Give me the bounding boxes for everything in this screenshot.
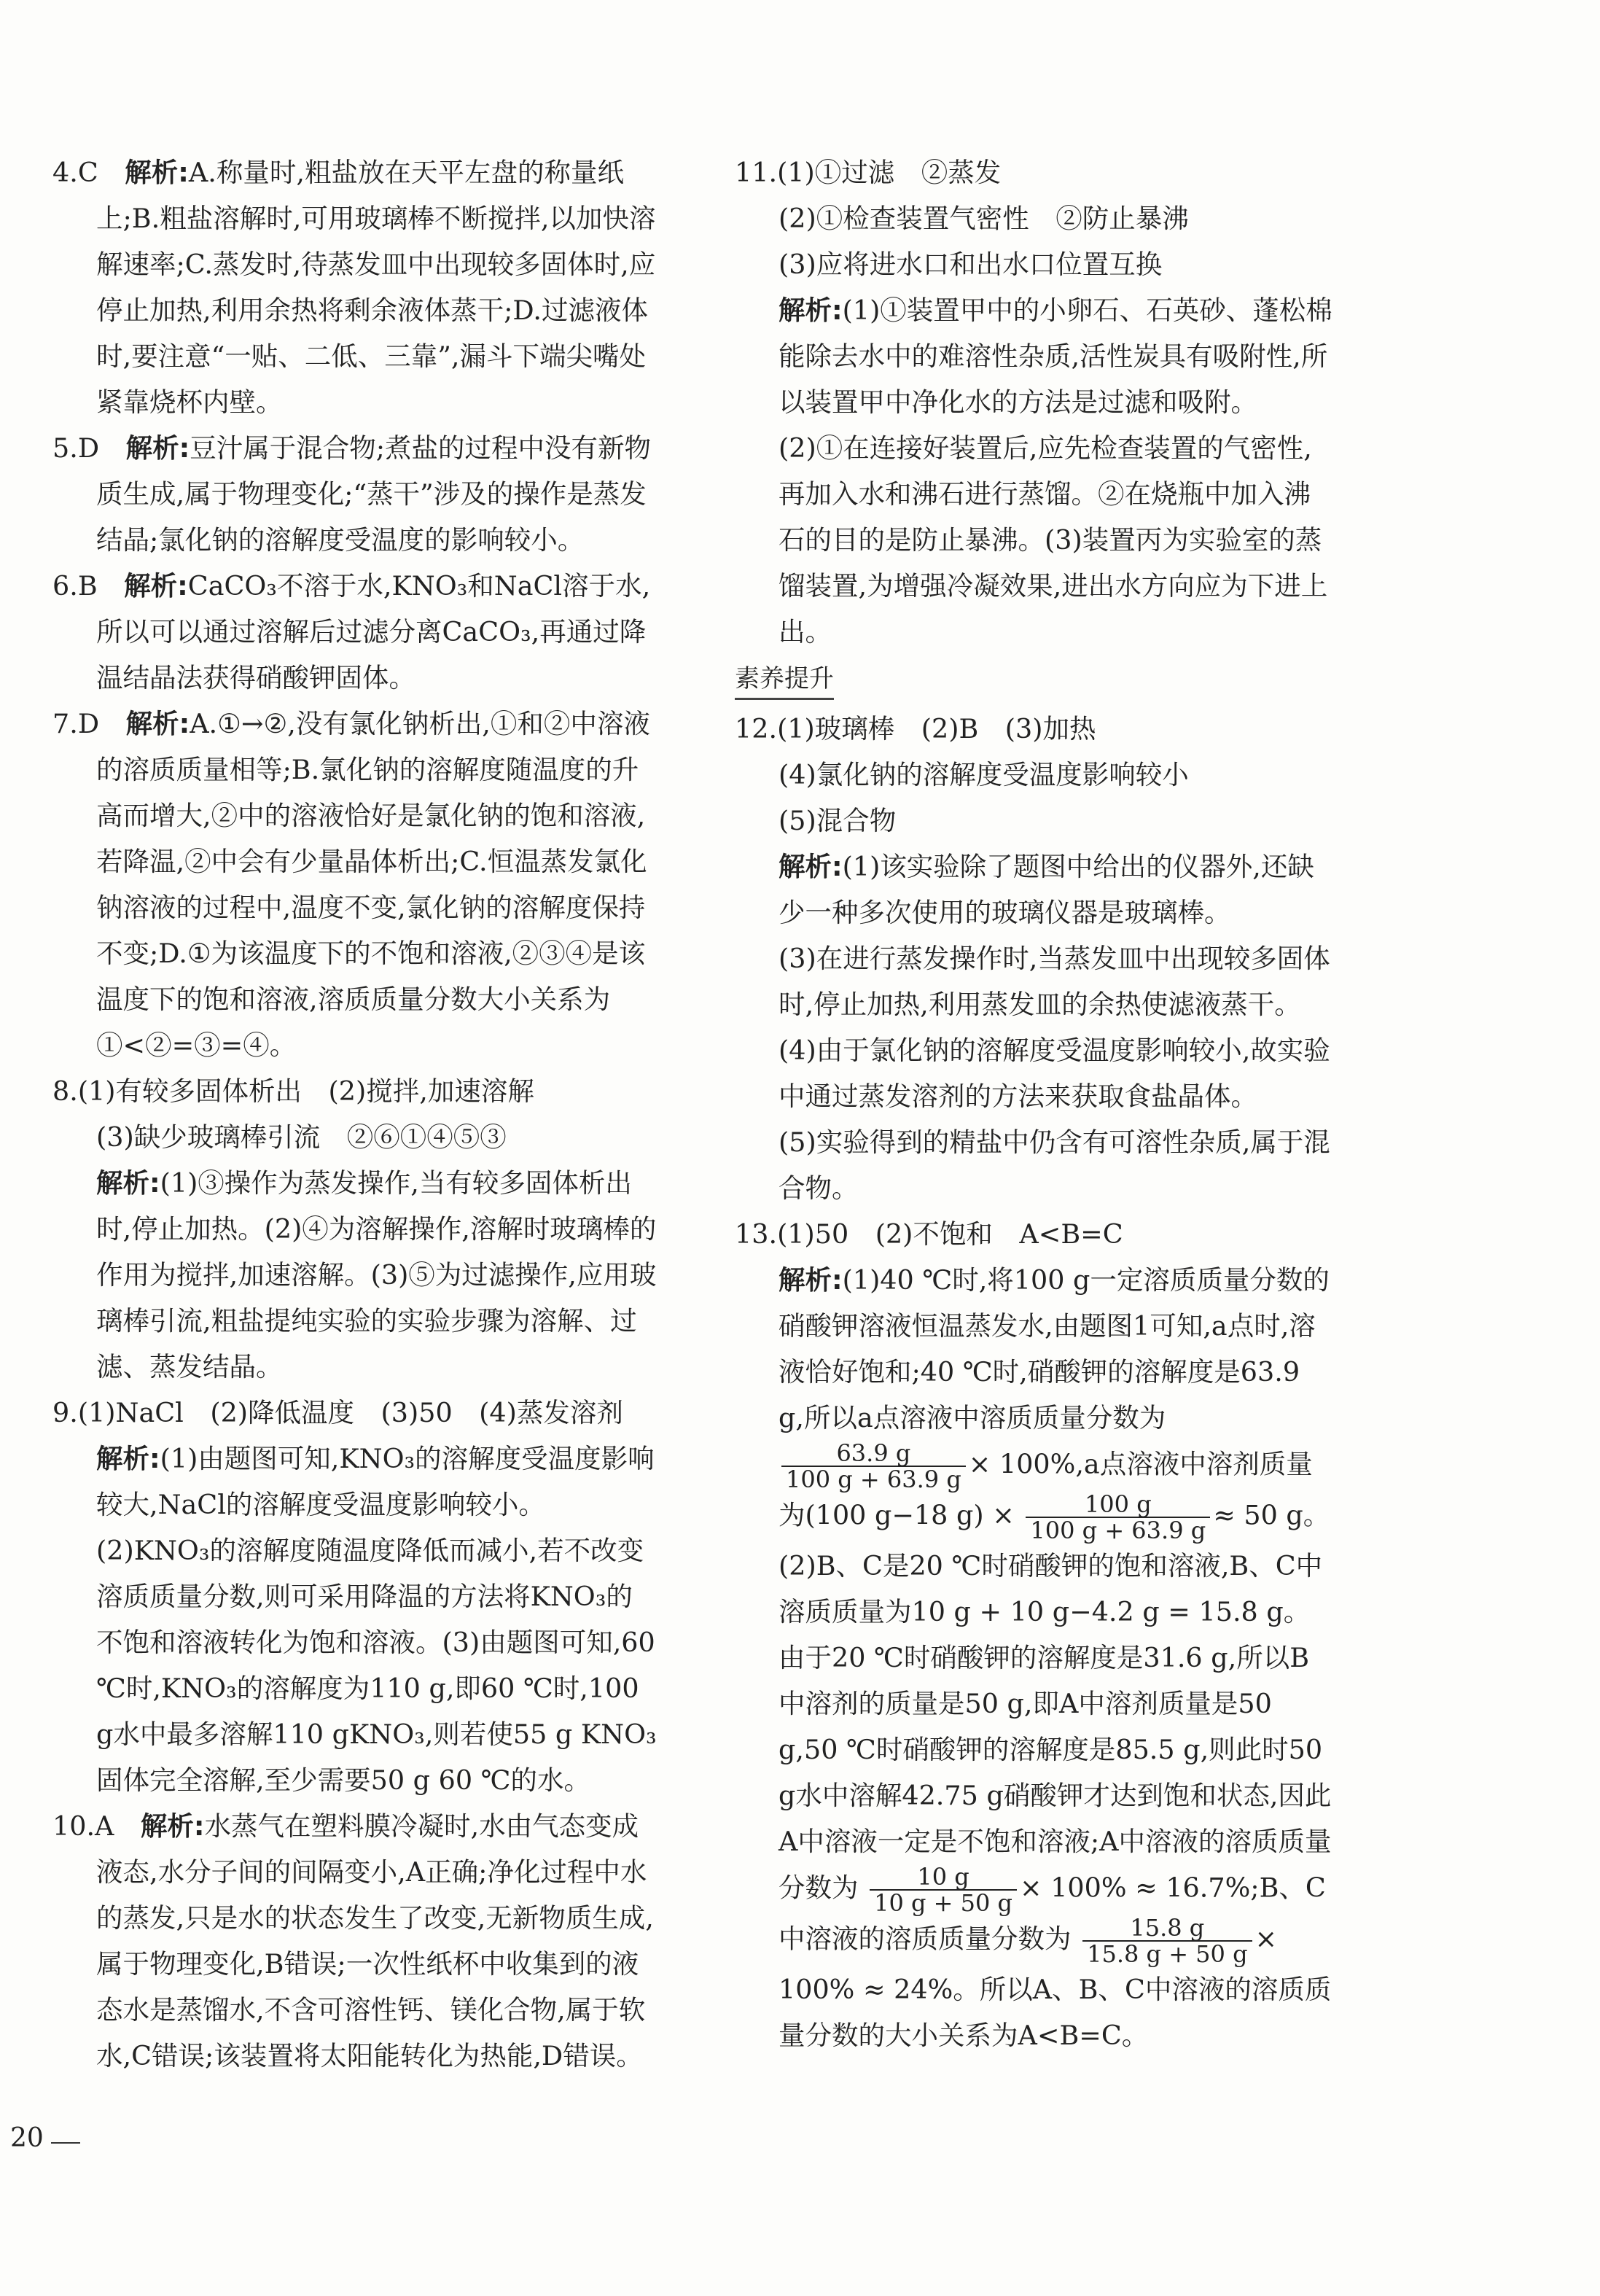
right-column [735,149,1332,2058]
answer-4: 4.C 解析:A.称量时,粗盐放在天平左盘的称量纸上;B.粗盐溶解时,可用玻璃棒不断搅拌,以加快溶解速率;C.蒸发时,待蒸发皿中出现较多固体时,应停止加热,利用余热将剩余液体蒸干;D.过滤液体时,要注意“一贴、二低、三靠”,漏斗下端尖嘴处紧靠烧杯内壁。 [52,157,656,418]
section-heading: 素养提升 [735,660,834,700]
answer-13: 13.(1)50 (2)不饱和 A<B=C 解析:(1)40 ℃时,将100 g一定溶质质量分数的硝酸钾溶液恒温蒸发水,由题图1可知,a点时,溶液恰好饱和;40 ℃时,硝酸钾的溶解度是63.9 g,所以a点溶液中溶质质量分数为 $\frac{63.9 g}{100 g + 63.9 g}$ × 100%,a点溶液中溶剂质量为(100 g−18 g) × $\frac{100 g}{100 g + 63.9 g}$ ≈ 50 g。(2)B、C是20 ℃时硝酸钾的饱和溶液,B、C中溶质质量为10 g + 10 g−4.2 g = 15.8 g。由于20 ℃时硝酸钾的溶解度是31.6 g,所以B中溶剂的质量是50 g,即A中溶剂质量是50 g,50 ℃时硝酸钾的溶解度是85.5 g,则此时50 g水中溶解42.75 g硝酸钾才达到饱和状态,因此A中溶液一定是不饱和溶液;A中溶液的溶质质量分数为 $\frac{10 g}{10 g + 50 g}$ × 100% ≈ 16.7%;B、C中溶液的溶质质量分数为 $\frac{15.8 g}{15.8 g + 50 g}$ × 100% ≈ 24%。所以A、B、C中溶液的溶质质量分数的大小关系为A<B=C。 [735,1218,1332,2051]
answer-12: 12.(1)玻璃棒 (2)B (3)加热 (4)氯化钠的溶解度受温度影响较小 (5)混合物 解析:(1)该实验除了题图中给出的仪器外,还缺少一种多次使用的玻璃仪器是玻璃棒。 (3)在进行蒸发操作时,当蒸发皿中出现较多固体时,停止加热,利用蒸发皿的余热使滤液蒸干。 (4)由于氯化钠的溶解度受温度影响较小,故实验中通过蒸发溶剂的方法来获取食盐晶体。 (5)实验得到的精盐中仍含有可溶性杂质,属于混合物。 [735,713,1330,1204]
answer-9: 9.(1)NaCl (2)降低温度 (3)50 (4)蒸发溶剂 解析:(1)由题图可知,KNO₃的溶解度受温度影响较大,NaCl的溶解度受温度影响较小。(2)KNO₃的溶解度随温度降低而减小,若不改变溶质质量分数,则可采用降温的方法将KNO₃的不饱和溶液转化为饱和溶液。(3)由题图可知,60 ℃时,KNO₃的溶解度为110 g,即60 ℃时,100 g水中最多溶解110 gKNO₃,则若使55 g KNO₃固体完全溶解,至少需要50 g 60 ℃的水。 [52,1397,657,1796]
page-number: 20 [10,2123,44,2153]
fraction: $\frac{15.8 g}{15.8 g + 50 g}$ [1082,1915,1252,1966]
left-column [52,149,657,2079]
answer-6: 6.B 解析:CaCO₃不溶于水,KNO₃和NaCl溶于水,所以可以通过溶解后过滤分离CaCO₃,再通过降温结晶法获得硝酸钾固体。 [52,570,651,693]
fraction: $\frac{100 g}{100 g + 63.9 g}$ [1026,1492,1210,1543]
fraction: $\frac{10 g}{10 g + 50 g}$ [870,1864,1017,1915]
answer-5: 5.D 解析:豆汁属于混合物;煮盐的过程中没有新物质生成,属于物理变化;“蒸干”涉及的操作是蒸发结晶;氯化钠的溶解度受温度的影响较小。 [52,432,652,556]
fraction: $\frac{63.9 g}{100 g + 63.9 g}$ [781,1441,966,1492]
page-number-rule [51,2142,80,2144]
answer-8: 8.(1)有较多固体析出 (2)搅拌,加速溶解 (3)缺少玻璃棒引流 ②⑥①④⑤③ 解析:(1)③操作为蒸发操作,当有较多固体析出时,停止加热。(2)④为溶解操作,溶解时玻璃棒的作用为搅拌,加速溶解。(3)⑤为过滤操作,应用玻璃棒引流,粗盐提纯实验的实验步骤为溶解、过滤、蒸发结晶。 [52,1075,657,1382]
answer-7: 7.D 解析:A.①→②,没有氯化钠析出,①和②中溶液的溶质质量相等;B.氯化钠的溶解度随温度的升高而增大,②中的溶液恰好是氯化钠的饱和溶液,若降温,②中会有少量晶体析出;C.恒温蒸发氯化钠溶液的过程中,温度不变,氯化钠的溶解度保持不变;D.①为该温度下的不饱和溶液,②③④是该温度下的饱和溶液,溶质质量分数大小关系为①<②=③=④。 [52,708,650,1061]
answer-10: 10.A 解析:水蒸气在塑料膜冷凝时,水由气态变成液态,水分子间的间隔变小,A正确;净化过程中水的蒸发,只是水的状态发生了改变,无新物质生成,属于物理变化,B错误;一次性纸杯中收集到的液态水是蒸馏水,不含可溶性钙、镁化合物,属于软水,C错误;该装置将太阳能转化为热能,D错误。 [52,1810,654,2071]
answer-11: 11.(1)①过滤 ②蒸发 (2)①检查装置气密性 ②防止暴沸 (3)应将进水口和出水口位置互换 解析:(1)①装置甲中的小卵石、石英砂、蓬松棉能除去水中的难溶性杂质,活性炭具有吸附性,所以装置甲中净化水的方法是过滤和吸附。 (2)①在连接好装置后,应先检查装置的气密性,再加入水和沸石进行蒸馏。②在烧瓶中加入沸石的目的是防止暴沸。(3)装置丙为实验室的蒸馏装置,为增强冷凝效果,进出水方向应为下进上出。 [735,157,1332,647]
